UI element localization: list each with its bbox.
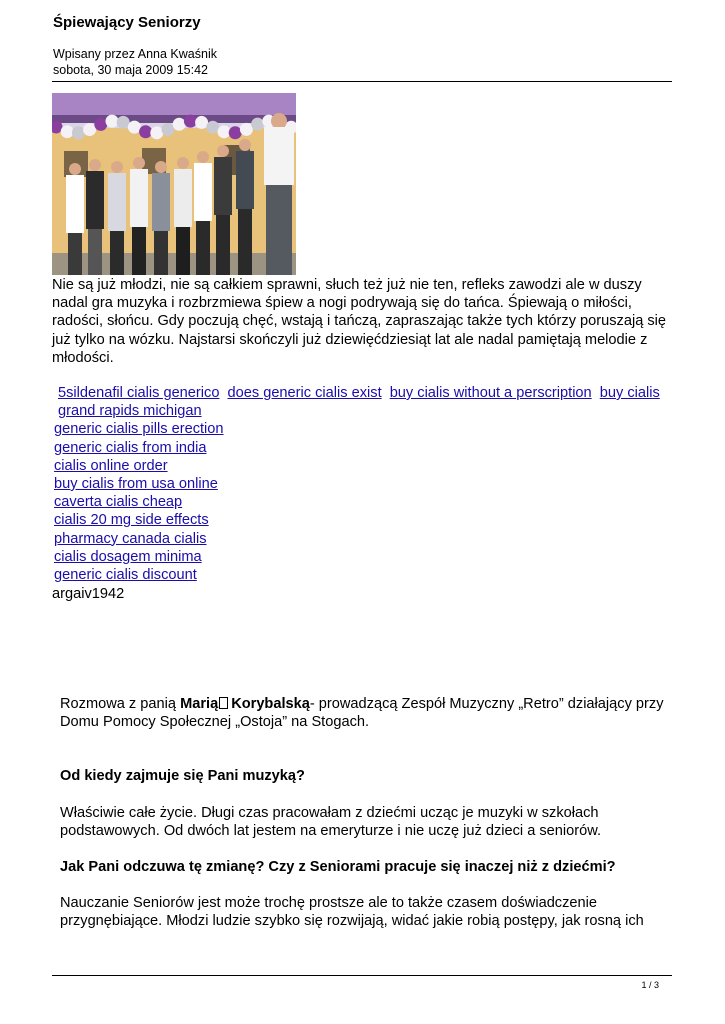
question-1: Od kiedy zajmuje się Pani muzyką?	[60, 768, 305, 785]
list-link-7[interactable]: pharmacy canada cialis	[54, 530, 207, 547]
list-link-6[interactable]: cialis 20 mg side effects	[54, 512, 209, 529]
article-meta	[53, 46, 217, 78]
answer-1: Właściwie całe życie. Długi czas pracowałam z dziećmi ucząc je muzyki w szkołach podstawowych. Od dwóch lat jestem na emeryturze i nie uczę już dzieci a seniorów.	[60, 804, 602, 839]
link-4[interactable]: buy cialis grand rapids michigan	[58, 385, 660, 420]
lead-pre: Rozmowa z panią	[60, 696, 181, 712]
list-link-8[interactable]: cialis dosagem minima	[54, 548, 202, 565]
intro-paragraph: Nie są już młodzi, nie są całkiem sprawni, słuch też już nie ten, refleks zawodzi ale w duszy nadal gra muzyka i rozbrzmiewa śpiew a nogi podrywają się do tańca. Śpiewają o miłości, radości, słońcu. Gdy poczują chęć, wstają i tańczą, zapraszając także tych którzy poruszają się już tylko na wózku. Najstarsi skończyli już dziewięćdziesiąt lat ale nadal pamiętają melodie z młodości.	[52, 277, 667, 366]
header-divider	[52, 81, 672, 82]
link-3[interactable]: buy cialis without a perscription	[389, 385, 592, 401]
question-2: Jak Pani odczuwa tę zmianę? Czy z Seniorami pracuje się inaczej niż z dziećmi?	[60, 859, 616, 876]
link-2[interactable]: does generic cialis exist	[227, 385, 382, 401]
list-link-3[interactable]: cialis online order	[54, 457, 168, 474]
list-link-2[interactable]: generic cialis from india	[54, 439, 207, 456]
page-title: Śpiewający Seniorzy	[53, 14, 201, 31]
signature: argaiv1942	[52, 586, 125, 602]
footer-divider	[52, 975, 672, 976]
list-link-4[interactable]: buy cialis from usa online	[54, 476, 218, 493]
missing-glyph-icon	[219, 697, 228, 709]
answer-2: Nauczanie Seniorów jest może trochę prostsze ale to także czasem doświadczenie przygnębiające. Młodzi ludzie szybko się rozwijają, widać jakie robią postępy, jak rosną ich	[60, 895, 644, 930]
lead-name-first: Marią	[180, 696, 219, 712]
inline-links	[52, 384, 672, 420]
list-link-1[interactable]: generic cialis pills erection	[54, 421, 224, 438]
interview	[52, 695, 672, 931]
date-line: sobota, 30 maja 2009 15:42	[53, 63, 208, 77]
list-link-5[interactable]: caverta cialis cheap	[54, 494, 183, 511]
author-line: Wpisany przez Anna Kwaśnik	[53, 47, 217, 61]
list-link-9[interactable]: generic cialis discount	[54, 567, 197, 584]
link-block	[52, 384, 672, 584]
lead-post: - prowadzącą Zespół Muzyczny „Retro” działający przy Domu Pomocy Społecznej „Ostoja” na Stogach.	[60, 696, 664, 731]
article-photo	[52, 93, 296, 275]
link-1[interactable]: 5sildenafil cialis generico	[58, 385, 220, 401]
lead-name-last: Korybalską	[231, 696, 310, 712]
interview-lead	[52, 695, 672, 731]
page-number: 1 / 3	[641, 980, 659, 990]
